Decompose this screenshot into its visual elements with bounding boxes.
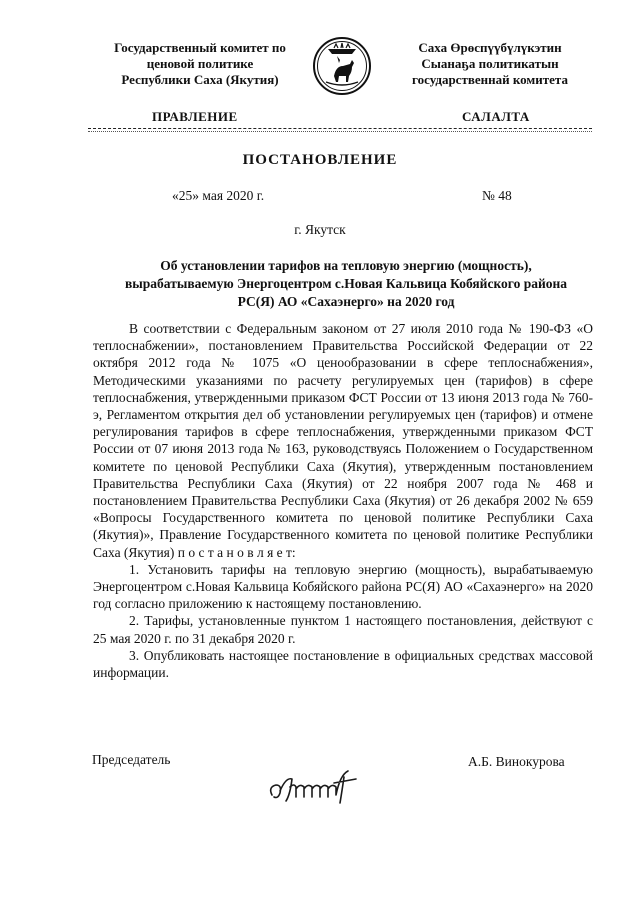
subject-line: Об установлении тарифов на тепловую энергию (мощность), bbox=[160, 258, 532, 273]
header-right-line: государственнай комитета bbox=[412, 72, 568, 87]
document-city: г. Якутск bbox=[294, 222, 346, 237]
header-right-org bbox=[380, 40, 600, 88]
subject-line: РС(Я) АО «Сахаэнерго» на 2020 год bbox=[237, 294, 455, 309]
header-divider-secondary bbox=[88, 131, 592, 132]
header-left-line: ценовой политике bbox=[146, 56, 254, 71]
document-title: ПОСТАНОВЛЕНИЕ bbox=[242, 152, 398, 168]
body-paragraph: 1. Установить тарифы на тепловую энергию (мощность), вырабатываемую Энергоцентром с.Новая Кальвица Кобяйского района РС(Я) АО «Сахаэнерго» на 2020 год согласно приложению к настоящему постановлению. bbox=[93, 561, 593, 612]
header-left-org bbox=[90, 40, 310, 88]
document-subject bbox=[96, 257, 596, 311]
header-right-line: Саха Өрөспүүбүлүкэтин bbox=[418, 40, 562, 55]
body-paragraph: 3. Опубликовать настоящее постановление в официальных средствах массовой информации. bbox=[93, 647, 593, 681]
signatory-name: А.Б. Винокурова bbox=[468, 754, 565, 769]
handwritten-signature bbox=[264, 763, 384, 809]
header-left-line: Республики Саха (Якутия) bbox=[121, 72, 279, 87]
header-right-line: Сыанаҕа политикатын bbox=[421, 56, 559, 71]
signatory-position: Председатель bbox=[92, 752, 171, 767]
document-date: «25» мая 2020 г. bbox=[172, 188, 265, 203]
body-paragraph: В соответствии с Федеральным законом от 27 июля 2010 года № 190-ФЗ «О теплоснабжении», постановлением Правительства Российской Федерации от 22 октября 2012 года № 1075 «О ценообразовании в сфере теплоснабжения», Методическими указаниями по расчету регулируемых цен (тарифов) в сфере теплоснабжения, утвержденными приказом ФСТ России от 13 июня 2013 года № 760-э, Регламентом открытия дел об установлении регулируемых цен (тарифов) и отмене регулирования тарифов в сфере теплоснабжения, утвержденными приказом ФСТ России от 07 июня 2013 года № 163, руководствуясь Положением о Государственном комитете по ценовой Республики Саха (Якутия), утвержденным постановлением Правительства Республики Саха (Якутия) от 22 ноября 2007 года № 468 и постановлением Правительства Республики Саха (Якутия) от 26 декабря 2002 № 659 «Вопросы Государственного комитета по ценовой политике Республики Саха (Якутия)», Правление Государственного комитета по ценовой политике Республики Саха (Якутия) п о с т а н о в л я е т: bbox=[93, 321, 593, 560]
body-paragraph: 2. Тарифы, установленные пунктом 1 настоящего постановления, действуют с 25 мая 2020 г. по 31 декабря 2020 г. bbox=[93, 613, 593, 646]
subject-line: вырабатываемую Энергоцентром с.Новая Кальвица Кобяйского района bbox=[124, 276, 568, 291]
document-number: № 48 bbox=[482, 188, 512, 203]
header-right-board: САЛАЛТА bbox=[462, 109, 530, 124]
header-divider bbox=[88, 128, 592, 129]
header-left-line: Государственный комитет по bbox=[114, 40, 286, 55]
header-left-board: ПРАВЛЕНИЕ bbox=[152, 109, 238, 124]
document-body bbox=[93, 320, 593, 681]
yakutia-coat-of-arms-icon bbox=[312, 36, 372, 96]
